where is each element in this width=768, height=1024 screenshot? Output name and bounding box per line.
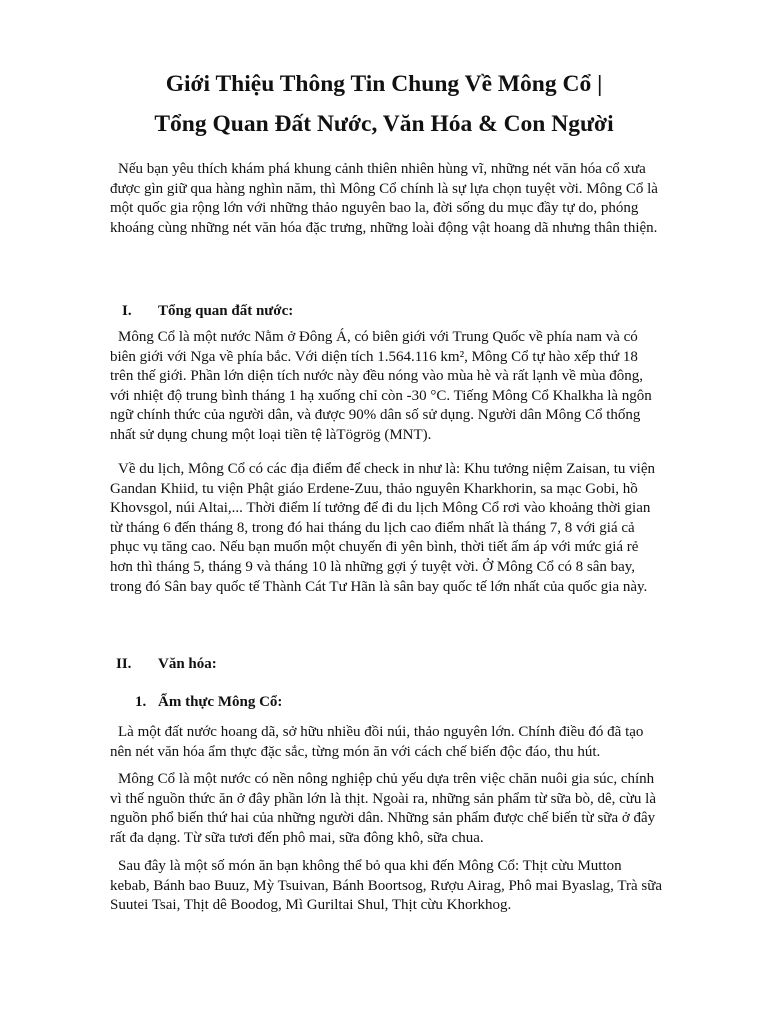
cuisine-paragraph-1: Là một đất nước hoang dã, sở hữu nhiều đồi núi, thảo nguyên lớn. Chính điều đó đã tạo nên nét văn hóa ẩm thực đặc sắc, từng món ăn với cách chế biến độc đáo, thu hút. [110, 724, 644, 760]
subsection-title: Ẩm thực Mông Cổ: [158, 694, 283, 710]
section-heading-overview [122, 301, 293, 321]
section-title: Văn hóa: [158, 656, 217, 672]
overview-paragraph-2: Về du lịch, Mông Cổ có các địa điểm để check in như là: Khu tưởng niệm Zaisan, tu viện Gandan Khiid, tu viện Phật giáo Erdene-Zuu, thảo nguyên Kharkhorin, sa mạc Gobi, hồ Khovsgol, núi Altai,... Thời điểm lí tưởng để đi du lịch Mông Cổ rơi vào khoảng thời gian từ tháng 6 đến tháng 8, trong đó hai tháng du lịch cao điểm nhất là tháng 7, 8 với giá cả phục vụ tăng cao. Nếu bạn muốn một chuyến đi yên bình, thời tiết ấm áp với mức giá rẻ hơn thì tháng 5, tháng 9 và tháng 10 là những gợi ý tuyệt vời. Ở Mông Cổ có 8 sân bay, trong đó Sân bay quốc tế Thành Cát Tư Hãn là sân bay quốc tế lớn nhất của quốc gia này. [110, 461, 655, 595]
document-title-line1: Giới Thiệu Thông Tin Chung Về Mông Cổ | [165, 71, 603, 97]
document-title-line2: Tổng Quan Đất Nước, Văn Hóa & Con Người [154, 111, 614, 137]
intro-paragraph: Nếu bạn yêu thích khám phá khung cảnh thiên nhiên hùng vĩ, những nét văn hóa cổ xưa được gìn giữ qua hàng nghìn năm, thì Mông Cổ chính là sự lựa chọn tuyệt vời. Mông Cổ là một quốc gia rộng lớn với những thảo nguyên bao la, đời sống du mục đầy tự do, phóng khoáng cùng những nét văn hóa đặc trưng, những loài động vật hoang dã nhưng thân thiện. [110, 161, 658, 236]
cuisine-paragraph-2: Mông Cổ là một nước có nền nông nghiệp chủ yếu dựa trên việc chăn nuôi gia súc, chính vì thế nguồn thức ăn ở đây phần lớn là thịt. Ngoài ra, những sản phẩm từ sữa bò, dê, cừu là nguồn phổ biến thứ hai của những người dân. Những sản phẩm được chế biến từ sữa ở đây rất đa dạng. Từ sữa tươi đến phô mai, sữa đông khô, sữa chua. [110, 771, 656, 846]
section-number: I. [122, 303, 132, 319]
section-title: Tổng quan đất nước: [158, 303, 294, 319]
subsection-heading-cuisine [135, 692, 282, 712]
overview-paragraph-1: Mông Cổ là một nước Nằm ở Đông Á, có biên giới với Trung Quốc về phía nam và có biên giới với Nga về phía bắc. Với diện tích 1.564.116 km², Mông Cổ tự hào xếp thứ 18 trên thế giới. Phần lớn diện tích nước này đều nóng vào mùa hè và rất lạnh về mùa đông, với nhiệt độ trung bình tháng 1 hạ xuống chỉ còn -30 °C. Tiếng Mông Cổ Khalkha là ngôn ngữ chính thức của người dân, và được 90% dân số sử dụng. Người dân Mông Cổ thống nhất sử dụng chung một loại tiền tệ làTögrög (MNT). [110, 329, 652, 443]
section-heading-culture [116, 654, 217, 674]
subsection-number: 1. [135, 694, 147, 710]
cuisine-paragraph-3: Sau đây là một số món ăn bạn không thể bỏ qua khi đến Mông Cổ: Thịt cừu Mutton kebab, Bánh bao Buuz, Mỳ Tsuivan, Bánh Boortsog, Rượu Airag, Phô mai Byaslag, Trà sữa Suutei Tsai, Thịt dê Boodog, Mì Guriltai Shul, Thịt cừu Khorkhog. [110, 858, 663, 914]
section-number: II. [116, 656, 132, 672]
